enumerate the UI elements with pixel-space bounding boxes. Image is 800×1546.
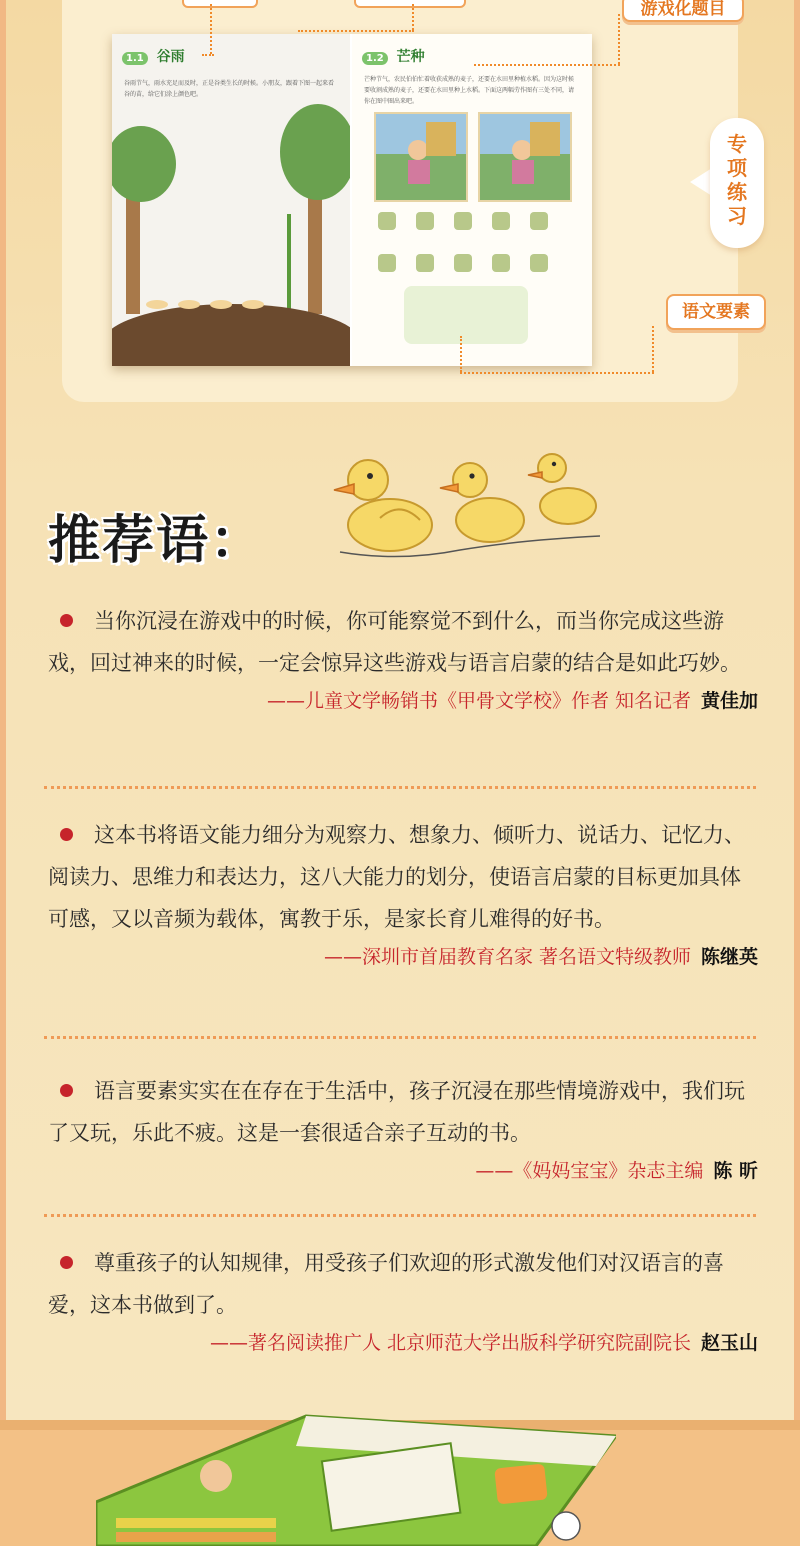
lesson-number: 1.1 xyxy=(122,52,148,65)
seed xyxy=(146,300,168,309)
crop-icon xyxy=(530,254,548,272)
spot-difference-picture xyxy=(478,112,572,202)
crop-icon xyxy=(378,212,396,230)
lesson-header xyxy=(362,46,425,66)
quote-text: 当你沉浸在游戏中的时候，你可能察觉不到什么，而当你完成这些游戏，回过神来的时候，一定会惊异这些游戏与语言启蒙的结合是如此巧妙。 xyxy=(48,609,741,675)
quote-attribution xyxy=(48,686,758,716)
quote-author: 陈 昕 xyxy=(713,1160,758,1182)
poem-box xyxy=(404,286,528,344)
crop-icon xyxy=(416,212,434,230)
crop-sequence-row xyxy=(378,212,548,232)
farm-scene-icon xyxy=(376,114,466,200)
spot-difference-picture xyxy=(374,112,468,202)
book-right-page xyxy=(352,34,592,366)
dotted-divider xyxy=(44,786,756,789)
crop-icon xyxy=(454,254,472,272)
crop-icon xyxy=(492,254,510,272)
seed xyxy=(242,300,264,309)
tag-gamified-questions: 游戏化题目 xyxy=(622,0,744,22)
seed xyxy=(210,300,232,309)
recommendation-heading: 推荐语： xyxy=(48,511,265,571)
connector-line xyxy=(474,64,620,66)
quote-source: ——儿童文学畅销书《甲骨文学校》作者 知名记者 xyxy=(266,690,691,712)
connector-line xyxy=(202,54,214,56)
quote-source: ——著名阅读推广人 北京师范大学出版科学研究院副院长 xyxy=(209,1332,691,1354)
quote-source: ——深圳市首届教育名家 著名语文特级教师 xyxy=(323,946,691,968)
duck-icon xyxy=(334,460,432,551)
recommendation-quote xyxy=(48,1070,758,1186)
crop-icon xyxy=(454,212,472,230)
lesson-title: 谷雨 xyxy=(156,49,185,65)
lesson-text: 谷雨节气，雨水充足而及时，正是谷类生长的时候。小朋友，跟着下图一起来看谷的苗，给它们涂上颜色吧。 xyxy=(124,80,335,98)
quote-source: ——《妈妈宝宝》杂志主编 xyxy=(475,1160,704,1182)
practice-char: 项 xyxy=(727,156,747,180)
quote-attribution xyxy=(48,942,758,972)
tree-trunk xyxy=(126,184,140,314)
right-edge xyxy=(794,0,800,1420)
lesson-header xyxy=(122,46,185,66)
soil-illustration xyxy=(112,304,350,366)
dotted-divider xyxy=(44,1214,756,1217)
bubble-pointer xyxy=(690,168,712,196)
recommendation-quote xyxy=(48,1242,758,1358)
connector-line xyxy=(412,4,414,30)
quote-attribution xyxy=(48,1156,758,1186)
connector-line xyxy=(460,336,462,372)
connector-line xyxy=(210,4,212,54)
tree-crown xyxy=(112,126,176,202)
lesson-text: 芒种节气，农民伯伯忙着收获成熟的麦子，还要在水田里种植水稻。因为这时候要收割成熟的麦子，还要在水田里种上水稻。下面这两幅劳作图有三处不同，请你在图中圈出来吧。 xyxy=(364,76,574,105)
quote-text: 尊重孩子的认知规律，用受孩子们欢迎的形式激发他们对汉语言的喜爱，这本书做到了。 xyxy=(48,1251,724,1317)
duck-icon xyxy=(440,463,524,542)
crop-icon xyxy=(378,254,396,272)
quote-author: 黄佳加 xyxy=(700,690,758,712)
book-spread-image xyxy=(112,34,592,366)
crop-sequence-row xyxy=(378,254,548,274)
quote-text: 语言要素实实在在存在于生活中，孩子沉浸在那些情境游戏中，我们玩了又玩，乐此不疲。这是一套很适合亲子互动的书。 xyxy=(48,1079,745,1145)
feature-tag-stub xyxy=(182,0,258,8)
connector-line xyxy=(460,372,654,374)
farm-scene-icon xyxy=(480,114,570,200)
crop-icon xyxy=(492,212,510,230)
recommendation-quote xyxy=(48,814,758,972)
duck-icon xyxy=(528,454,596,524)
quote-author: 赵玉山 xyxy=(700,1332,758,1354)
quote-author: 陈继英 xyxy=(700,946,758,968)
book-set-box-image xyxy=(96,1406,616,1546)
tree-trunk xyxy=(308,184,322,314)
connector-line xyxy=(652,326,654,372)
practice-char: 练 xyxy=(727,180,747,204)
crop-icon xyxy=(530,212,548,230)
dotted-divider xyxy=(44,1036,756,1039)
crop-icon xyxy=(416,254,434,272)
tag-special-practice xyxy=(710,118,764,248)
seed xyxy=(178,300,200,309)
practice-char: 习 xyxy=(727,204,747,228)
quote-text: 这本书将语文能力细分为观察力、想象力、倾听力、说话力、记忆力、阅读力、思维力和表达力，这八大能力的划分，使语言启蒙的目标更加具体可感，又以音频为载体，寓教于乐，是家长育儿难得的好书。 xyxy=(48,823,745,931)
quote-attribution xyxy=(48,1328,758,1358)
connector-line xyxy=(618,14,620,64)
recommendation-quote xyxy=(48,600,758,716)
ducks-illustration xyxy=(320,440,620,570)
tag-language-elements: 语文要素 xyxy=(666,294,766,330)
connector-line xyxy=(298,30,414,32)
book-left-page xyxy=(112,34,350,366)
sprout-illustration xyxy=(287,214,291,314)
lesson-number: 1.2 xyxy=(362,52,388,65)
left-edge xyxy=(0,0,6,1420)
book-preview-panel xyxy=(62,0,750,402)
feature-tag-stub xyxy=(354,0,466,8)
practice-char: 专 xyxy=(727,132,747,156)
lesson-title: 芒种 xyxy=(396,49,425,65)
tree-crown xyxy=(280,104,350,200)
